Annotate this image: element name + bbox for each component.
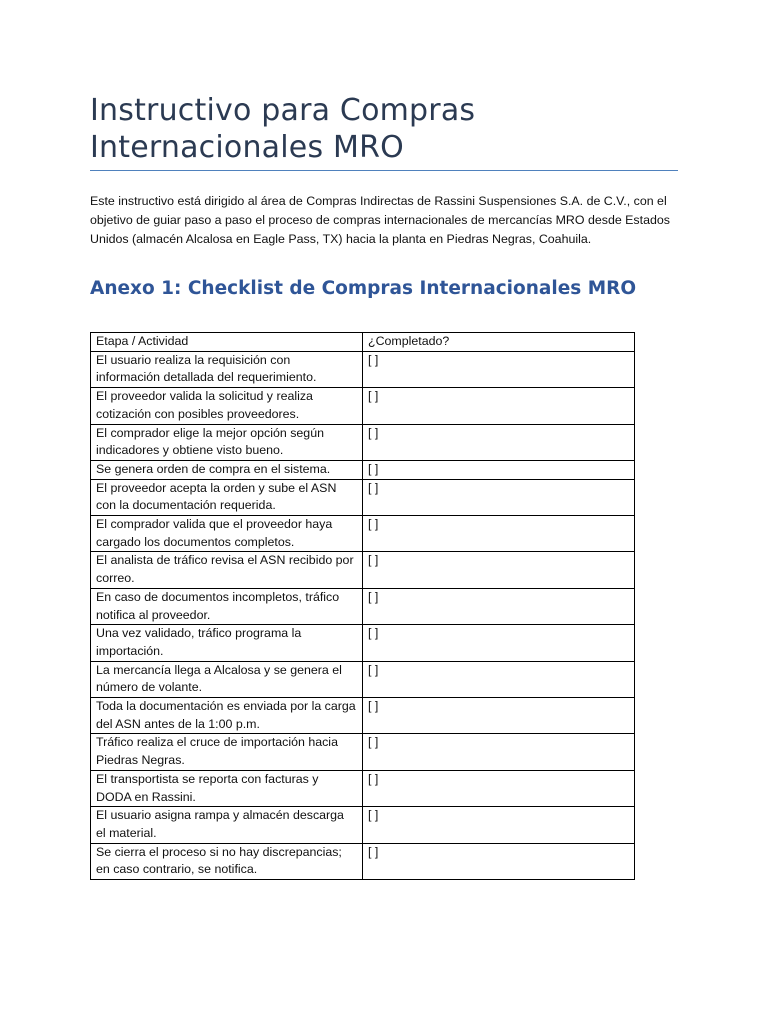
column-header-completed: ¿Completado?	[363, 333, 635, 352]
checkbox-placeholder: [ ]	[368, 844, 379, 859]
table-row	[91, 424, 635, 460]
table-row	[91, 588, 635, 624]
activity-cell: Tráfico realiza el cruce de importación hacia Piedras Negras.	[91, 734, 363, 770]
checkbox-placeholder: [ ]	[368, 589, 379, 604]
activity-cell: El usuario realiza la requisición con información detallada del requerimiento.	[91, 351, 363, 387]
activity-cell: El analista de tráfico revisa el ASN recibido por correo.	[91, 552, 363, 588]
activity-cell: El proveedor valida la solicitud y realiza cotización con posibles proveedores.	[91, 388, 363, 424]
activity-cell: Una vez validado, tráfico programa la importación.	[91, 625, 363, 661]
completed-cell	[363, 807, 635, 843]
completed-cell	[363, 588, 635, 624]
checkbox-placeholder: [ ]	[368, 480, 379, 495]
activity-cell: El proveedor acepta la orden y sube el ASN con la documentación requerida.	[91, 479, 363, 515]
checkbox-placeholder: [ ]	[368, 352, 379, 367]
checkbox-placeholder: [ ]	[368, 735, 379, 750]
activity-cell: En caso de documentos incompletos, tráfico notifica al proveedor.	[91, 588, 363, 624]
intro-paragraph: Este instructivo está dirigido al área de Compras Indirectas de Rassini Suspensiones S.A. de C.V., con el objetivo de guiar paso a paso el proceso de compras internacionales de mercancías MRO desde Estados Unidos (almacén Alcalosa en Eagle Pass, TX) hacia la planta en Piedras Negras, Coahuila.	[90, 194, 670, 246]
checklist-table	[90, 332, 635, 880]
table-row	[91, 843, 635, 879]
table-row	[91, 661, 635, 697]
checkbox-placeholder: [ ]	[368, 389, 379, 404]
completed-cell	[363, 460, 635, 479]
checkbox-placeholder: [ ]	[368, 808, 379, 823]
completed-cell	[363, 698, 635, 734]
activity-cell: Se genera orden de compra en el sistema.	[91, 460, 363, 479]
completed-cell	[363, 625, 635, 661]
completed-cell	[363, 770, 635, 806]
activity-cell: Se cierra el proceso si no hay discrepancias; en caso contrario, se notifica.	[91, 843, 363, 879]
table-row	[91, 807, 635, 843]
completed-cell	[363, 351, 635, 387]
activity-cell: El transportista se reporta con facturas y DODA en Rassini.	[91, 770, 363, 806]
checkbox-placeholder: [ ]	[368, 626, 379, 641]
activity-cell: La mercancía llega a Alcalosa y se genera el número de volante.	[91, 661, 363, 697]
table-row	[91, 552, 635, 588]
completed-cell	[363, 388, 635, 424]
activity-cell: El usuario asigna rampa y almacén descarga el material.	[91, 807, 363, 843]
checkbox-placeholder: [ ]	[368, 553, 379, 568]
title-divider	[90, 170, 678, 171]
table-row	[91, 479, 635, 515]
document-title: Instructivo para Compras Internacionales MRO	[90, 93, 476, 165]
table-row	[91, 351, 635, 387]
activity-cell: El comprador valida que el proveedor haya cargado los documentos completos.	[91, 516, 363, 552]
completed-cell	[363, 479, 635, 515]
completed-cell	[363, 424, 635, 460]
checkbox-placeholder: [ ]	[368, 425, 379, 440]
checkbox-placeholder: [ ]	[368, 461, 379, 476]
column-header-activity: Etapa / Actividad	[91, 333, 363, 352]
completed-cell	[363, 552, 635, 588]
completed-cell	[363, 661, 635, 697]
activity-cell: Toda la documentación es enviada por la carga del ASN antes de la 1:00 p.m.	[91, 698, 363, 734]
table-row	[91, 698, 635, 734]
table-row	[91, 770, 635, 806]
completed-cell	[363, 516, 635, 552]
completed-cell	[363, 734, 635, 770]
completed-cell	[363, 843, 635, 879]
table-row	[91, 734, 635, 770]
checkbox-placeholder: [ ]	[368, 699, 379, 714]
activity-cell: El comprador elige la mejor opción según indicadores y obtiene visto bueno.	[91, 424, 363, 460]
table-row	[91, 516, 635, 552]
table-row	[91, 625, 635, 661]
annex-heading: Anexo 1: Checklist de Compras Internacionales MRO	[90, 278, 637, 299]
checkbox-placeholder: [ ]	[368, 771, 379, 786]
checklist-header-row	[91, 333, 635, 352]
checkbox-placeholder: [ ]	[368, 662, 379, 677]
checkbox-placeholder: [ ]	[368, 517, 379, 532]
table-row	[91, 460, 635, 479]
table-row	[91, 388, 635, 424]
